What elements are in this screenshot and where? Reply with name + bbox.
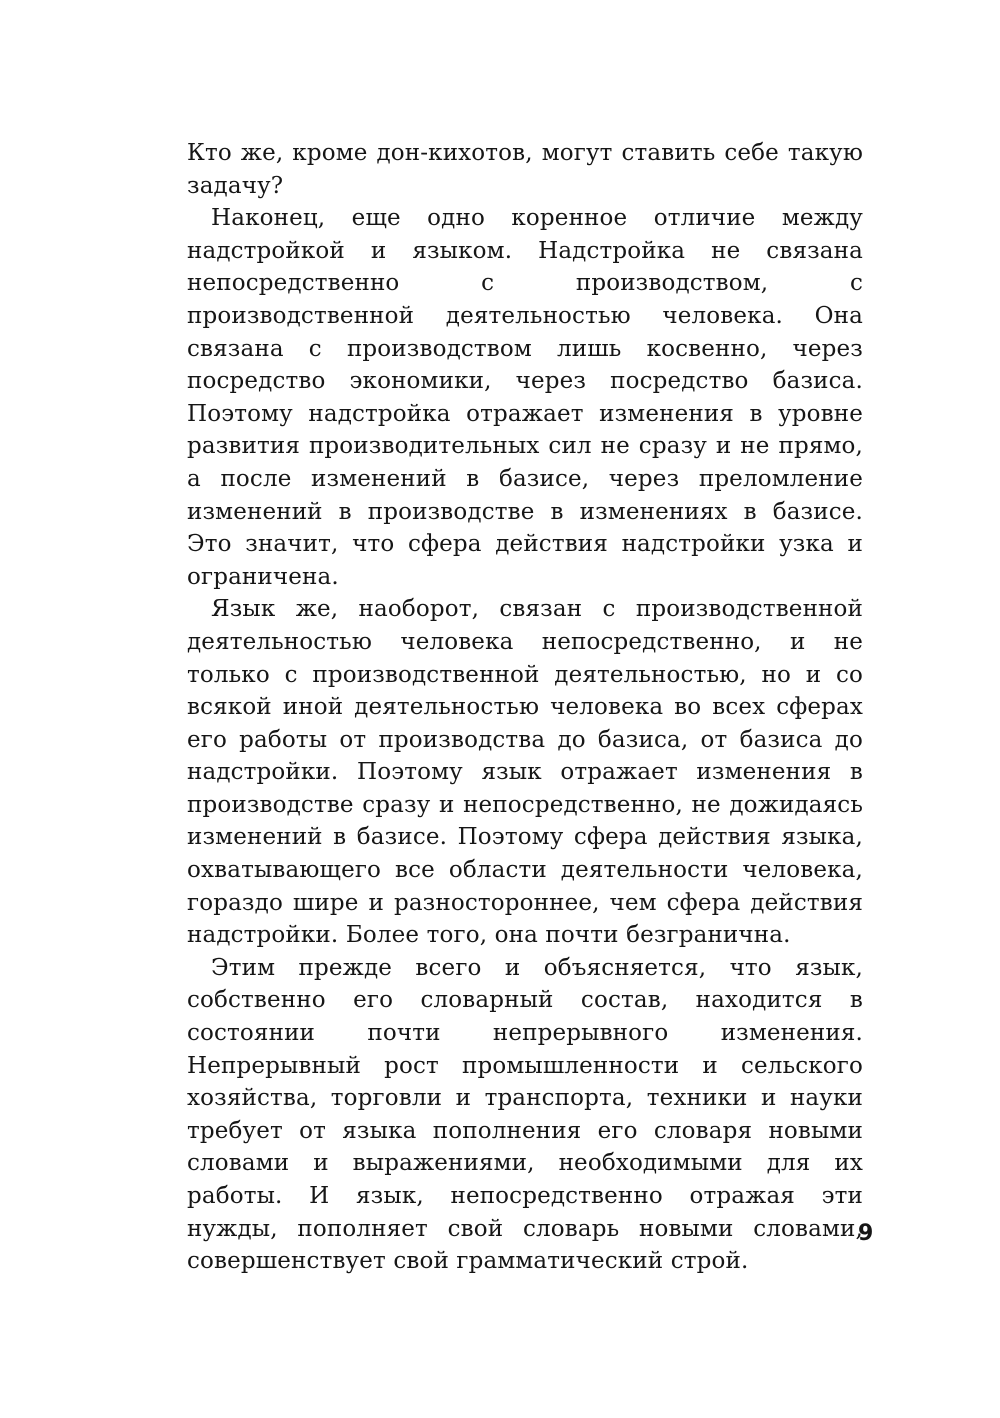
paragraph-4: Этим прежде всего и объясняется, что язык, собственно его словарный состав, находится в состоянии почти непрерывного изменения. Непрерывный рост промышленности и сельского хозяйства, торговли и транспорта, техники и науки требует от языка пополнения его словаря новыми словами и выражениями, необходимыми для их работы. И язык, непосредственно отражая эти нужды, пополняет свой словарь новыми словами, совершенствует свой грамматический строй. [187,954,863,1275]
page-number: 9 [858,1221,874,1246]
paragraph-2: Наконец, еще одно коренное отличие между надстройкой и языком. Надстройка не связана непосредственно с производством, с производственной деятельностью человека. Она связана с производством лишь косвенно, через посредство экономики, через посредство базиса. Поэтому надстройка отражает изменения в уровне развития производительных сил не сразу и не прямо, а после изменений в базисе, через преломление изменений в производстве в изменениях в базисе. Это значит, что сфера действия надстройки узка и ограничена. [187,205,863,590]
paragraph-3: Язык же, наоборот, связан с производственной деятельностью человека непосредственно, и не только с производственной деятельностью, но и со всякой иной деятельностью человека во всех сферах его работы от производства до базиса, от базиса до надстройки. Поэтому язык отражает изменения в производстве сразу и непосредственно, не дожидаясь изменений в базисе. Поэтому сфера действия языка, охватывающего все области деятельности человека, гораздо шире и разностороннее, чем сфера действия надстройки. Более того, она почти безгранична. [187,596,863,949]
body-text [187,137,863,1278]
paragraph-1: Кто же, кроме дон-кихотов, могут ставить себе такую задачу? [187,140,863,199]
